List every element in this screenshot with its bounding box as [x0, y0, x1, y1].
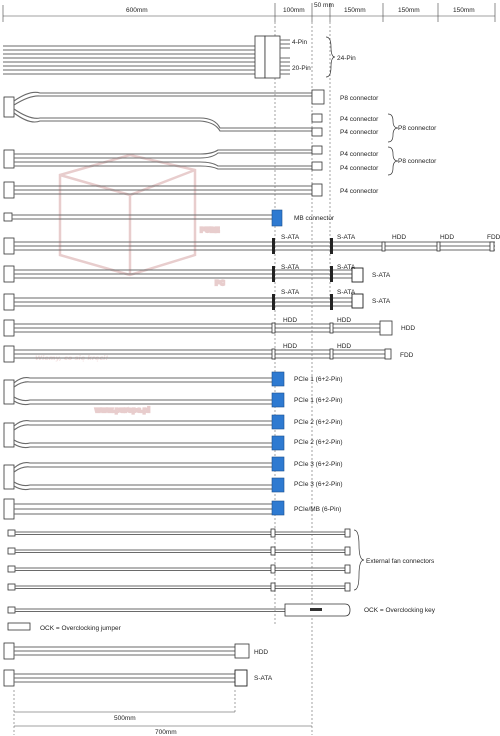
pcie2-cable: [4, 415, 343, 450]
label-pcie3b: PCIe 3 (6+2-Pin): [294, 481, 343, 488]
ocj-part: [8, 623, 122, 632]
label-ocj: OCK = Overclocking jumper: [40, 625, 121, 632]
label-hdd-3b: HDD: [337, 343, 352, 350]
label-p4b: P4 connector: [340, 129, 379, 136]
dim-150a: 150mm: [344, 7, 366, 14]
label-hdd-2b: HDD: [337, 317, 352, 324]
pcie3-cable: [4, 457, 343, 492]
label-p8-combo1: P8 connector: [398, 125, 437, 132]
label-hdd-3a: HDD: [283, 343, 298, 350]
label-hdd-1b: HDD: [440, 234, 455, 241]
label-pciemb: PCIe/MB (6-Pin): [294, 506, 342, 513]
label-pcie2a: PCIe 2 (6+2-Pin): [294, 419, 343, 426]
hdd-chain-1: [4, 317, 415, 336]
label-hdd-long: HDD: [254, 649, 269, 656]
pcie1-cable: [4, 372, 343, 407]
label-hdd-1a: HDD: [392, 234, 407, 241]
label-ock: OCK = Overclocking key: [364, 607, 435, 614]
label-sata-3c: S-ATA: [372, 298, 391, 305]
label-pcie2b: PCIe 2 (6+2-Pin): [294, 439, 343, 446]
label-4pin: 4-Pin: [292, 39, 308, 46]
ock-cable: [8, 604, 436, 616]
watermark-line3: Wiemy, co się kręci!: [35, 354, 109, 362]
label-sata-2a: S-ATA: [281, 264, 300, 271]
dim-500: 500mm: [114, 715, 136, 722]
sata-long-cable: [4, 670, 273, 686]
p8-cable: [4, 90, 437, 142]
label-p8-combo2: P8 connector: [398, 158, 437, 165]
label-p4a: P4 connector: [340, 116, 379, 123]
dim-100: 100mm: [283, 7, 305, 14]
sata-chain-3: [4, 289, 391, 310]
fan-cable-2: [8, 547, 350, 555]
label-pcie3a: PCIe 3 (6+2-Pin): [294, 461, 343, 468]
label-sata-2c: S-ATA: [372, 272, 391, 279]
label-p8: P8 connector: [340, 95, 379, 102]
label-fan: External fan connectors: [366, 558, 435, 565]
sata-chain-1: [4, 234, 500, 254]
dim-150c: 150mm: [453, 7, 475, 14]
label-24pin: 24-Pin: [337, 55, 356, 62]
dim-600: 600mm: [126, 7, 148, 14]
watermark-line4: www.purepc.pl: [95, 406, 150, 414]
fan-cable-4: [8, 583, 350, 591]
label-hdd-2a: HDD: [283, 317, 298, 324]
bottom-dimensions: [14, 690, 312, 736]
label-p4d: P4 connector: [340, 165, 379, 172]
label-mb: MB connector: [294, 215, 335, 222]
dim-50: 50 mm: [314, 2, 334, 9]
label-pcie1a: PCIe 1 (6+2-Pin): [294, 376, 343, 383]
label-p4e: P4 connector: [340, 188, 379, 195]
watermark-line1: PURE: [200, 226, 220, 234]
mb-cable: [4, 210, 335, 226]
label-hdd-2c: HDD: [401, 325, 416, 332]
fan-cable-1: [8, 529, 350, 537]
label-20pin: 20-Pin: [292, 65, 311, 72]
label-fdd-1: FDD: [487, 234, 500, 241]
watermark-line2: PC: [215, 279, 225, 287]
label-sata-3b: S-ATA: [337, 289, 356, 296]
label-sata-long: S-ATA: [254, 675, 273, 682]
p4p8-cable: [4, 146, 437, 175]
dim-150b: 150mm: [398, 7, 420, 14]
hdd-long-cable: [4, 643, 268, 659]
label-pcie1b: PCIe 1 (6+2-Pin): [294, 397, 343, 404]
label-fdd-2: FDD: [400, 352, 414, 359]
label-sata-2b: S-ATA: [337, 264, 356, 271]
dim-700: 700mm: [155, 729, 177, 736]
fan-cables: [8, 529, 435, 591]
label-p4c: P4 connector: [340, 151, 379, 158]
pciemb-cable: [4, 499, 341, 519]
label-sata-1a: S-ATA: [281, 234, 300, 241]
label-sata-1b: S-ATA: [337, 234, 356, 241]
fan-cable-3: [8, 565, 350, 573]
sata-chain-2: [4, 264, 391, 282]
label-sata-3a: S-ATA: [281, 289, 300, 296]
atx-24pin-cable: [3, 36, 356, 78]
